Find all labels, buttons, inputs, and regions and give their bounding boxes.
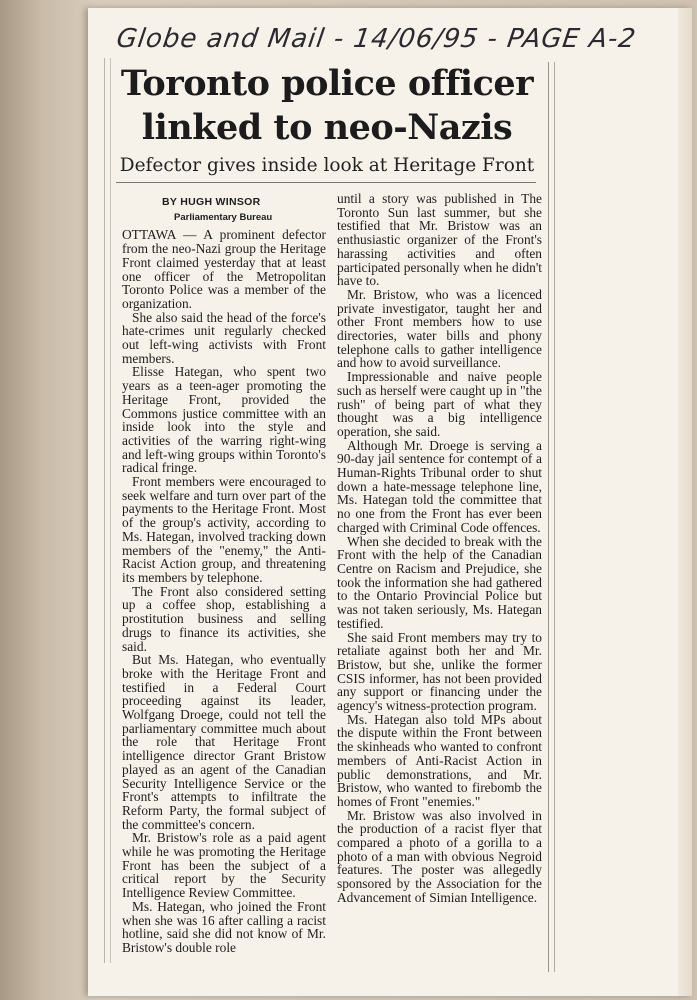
article-column-1	[122, 196, 326, 955]
paragraph: Front members were encouraged to seek welfare and turn over part of the payments to the Heritage Front. Most of the group's activity, according to Ms. Hategan, involved tracking down members of the "enemy," the Anti-Racist Action group, and threatening its members by telephone.	[122, 474, 326, 585]
paragraph: When she decided to break with the Front with the help of the Canadian Centre on Racism and Prejudice, she took the information she had gathered to the Ontario Provincial Police but was not taken seriously, Ms. Hategan testified.	[337, 533, 542, 631]
paragraph: The Front also considered setting up a coffee shop, establishing a prostitution business and selling drugs to finance its activities, she said.	[122, 583, 326, 654]
right-border-rule-outer	[554, 62, 555, 972]
handwritten-source-annotation: Globe and Mail - 14/06/95 - PAGE A-2	[114, 24, 639, 54]
left-border-rule-inner	[110, 58, 111, 963]
left-border-rule	[104, 58, 105, 963]
paragraph: Mr. Bristow, who was a licenced private investigator, taught her and other Front members how to use directories, water bills and phony telephone calls to gather intelligence and how to avoid surveillance.	[337, 286, 542, 371]
article-column-2	[337, 192, 542, 905]
right-border-rule	[548, 62, 549, 972]
paragraph: Mr. Bristow's role as a paid agent while he was promoting the Heritage Front has been the subject of a critical report by the Security Intelligence Review Committee.	[122, 830, 326, 901]
paragraph: Ms. Hategan also told MPs about the dispute within the Front between the skinheads who wanted to confront members of Anti-Racist Action in public demonstrations, and Mr. Bristow, who wanted to firebomb the homes of Front "enemies."	[337, 711, 542, 809]
bureau-line: Parliamentary Bureau	[174, 211, 273, 223]
paragraph: Impressionable and naive people such as herself were caught up in "the rush" of being part of what they thought was a big intelligence operation, she said.	[337, 369, 542, 439]
paragraph: She said Front members may try to retaliate against both her and Mr. Bristow, but she, unlike the former CSIS informer, has not been provided any support or financing under the agency's witness-protection program.	[337, 629, 542, 714]
paragraph: Elisse Hategan, who spent two years as a teen-ager promoting the Heritage Front, provided the Commons justice committee with an inside look into the style and activities of the warring right-wing and left-wing groups within Toronto's radical fringe.	[122, 364, 326, 476]
paragraph: But Ms. Hategan, who eventually broke with the Heritage Front and testified in a Federal Court proceeding against its leader, Wolfgang Droege, could not tell the parliamentary committee much about the role that Heritage Front intelligence director Grant Bristow played as an agent of the Canadian Security Intelligence Service or the Front's attempts to infiltrate the Reform Party, the formal subject of the committee's concern.	[122, 652, 326, 832]
paragraph: Mr. Bristow was also involved in the production of a racist flyer that compared a photo of a gorilla to a photo of a man with obvious Negroid features. The poster was allegedly sponsored by the Association for the Advancement of Simian Intelligence.	[337, 807, 542, 905]
paragraph: She also said the head of the force's hate-crimes unit regularly checked out left-wing activists with Front members.	[122, 309, 326, 366]
paragraph: Although Mr. Droege is serving a 90-day jail sentence for contempt of a Human-Rights Tribunal order to shut down a hate-message telephone line, Ms. Hategan told the committee that no one from the Front has ever been charged with Criminal Code offences.	[337, 437, 542, 535]
byline: BY HUGH WINSOR	[162, 196, 261, 208]
sheet-fold-shadow	[678, 8, 692, 996]
paragraph: until a story was published in The Toronto Sun last summer, but she testified that Mr. Bristow was an enthusiastic organizer of the Front's harassing activities and often participated personally when he didn't have to.	[337, 191, 542, 289]
paragraph: Ms. Hategan, who joined the Front when she was 16 after calling a racist hotline, said she did not know of Mr. Bristow's double role	[122, 898, 326, 955]
subheadline-rule	[116, 182, 536, 183]
paragraph: OTTAWA — A prominent defector from the neo-Nazi group the Heritage Front claimed yesterday that at least one officer of the Metropolitan Toronto Police was a member of the organization.	[122, 227, 326, 311]
subheadline: Defector gives inside look at Heritage Front	[119, 155, 535, 176]
headline: Toronto police officer linked to neo-Nazis	[120, 63, 534, 148]
